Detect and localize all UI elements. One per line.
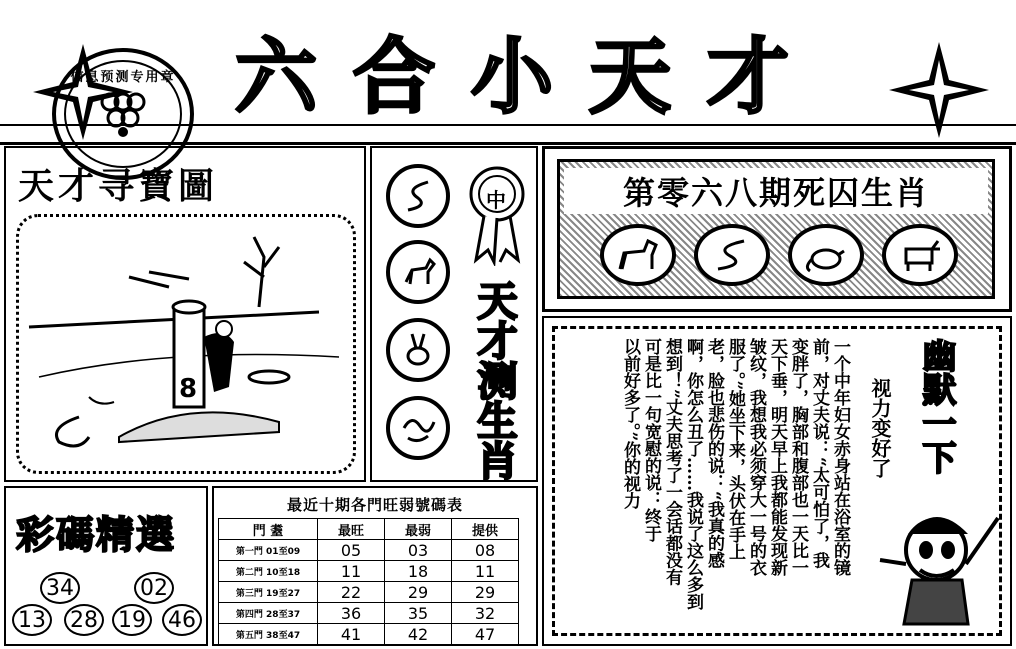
lucky-number: 13 [12,604,52,636]
gate-cell: 第五門 38至47 [219,624,318,645]
lucky-numbers-panel [4,486,208,646]
rabbit-icon [386,318,450,382]
story-line: 服了。”她坐下来，头伏在手上 [725,338,745,561]
snake-icon [386,164,450,228]
lucky-title: 彩碼精選 [16,513,177,557]
horse-icon [386,240,450,304]
give-cell: 11 [452,561,519,582]
min-cell: 03 [385,540,452,561]
give-cell: 32 [452,603,519,624]
story-line: 皱纹，我想我必须穿大一号的衣 [746,338,766,576]
dead-zodiac-inner [557,159,995,299]
story-line: 老，脸也悲伤的说：“我真的感 [704,338,724,569]
lucky-number: 34 [40,572,80,604]
story-line: 变胖了，胸部和腹部也一天比一 [788,338,808,576]
story-line: 天下垂，明天早上我都能发现新 [767,338,787,576]
gate-cell: 第四門 28至37 [219,603,318,624]
table-row [219,540,519,561]
max-cell: 41 [318,624,385,645]
header-bar [0,0,1016,145]
treasure-title: 天才寻寶圖 [18,165,219,207]
story-line: 想到！”丈夫思考了一会话都没有 [662,338,682,586]
max-cell: 36 [318,603,385,624]
table-row [219,561,519,582]
dog-icon [600,224,676,286]
give-cell: 29 [452,582,519,603]
story-line: 以前好多了。”你的视力 [620,338,640,510]
ox-icon [882,224,958,286]
gate-cell: 第二門 10至18 [219,561,318,582]
rat-icon [788,224,864,286]
story-body [610,338,850,638]
treasure-picture-frame [16,214,356,474]
lucky-number: 19 [112,604,152,636]
seal-text: 信息预测专用章 [70,70,176,85]
max-cell: 22 [318,582,385,603]
table-row [219,624,519,645]
lucky-number: 28 [64,604,104,636]
treasure-scene-illustration [19,217,353,471]
story-panel [542,316,1012,646]
min-cell: 42 [385,624,452,645]
lucky-number: 46 [162,604,202,636]
story-line: 可是比一句宽慰的说：终于 [641,338,661,542]
hot-cold-table-panel [212,486,538,646]
give-cell: 08 [452,540,519,561]
seal-emblem-icon [98,88,148,138]
story-title: 视力变好了 [868,378,892,478]
table-header: 最旺 [318,519,385,540]
gate-cell: 第一門 01至09 [219,540,318,561]
lucky-number: 02 [134,572,174,604]
max-cell: 05 [318,540,385,561]
rosette-label: 中 [486,188,506,212]
table-header: 提供 [452,519,519,540]
cartoon-character-illustration [876,504,1000,632]
zodiac-test-title: 天才测生肖 [471,280,517,480]
story-line: 啊，你怎么丑了……我说了这么多到 [683,338,703,610]
table-title: 最近十期各門旺弱號碼表 [286,496,463,514]
hot-cold-table [218,518,519,645]
table-header: 門 耋 [219,519,318,540]
table-row [219,582,519,603]
min-cell: 29 [385,582,452,603]
snake-icon [694,224,770,286]
humor-title: 幽默一下 [916,338,956,474]
min-cell: 18 [385,561,452,582]
dead-zodiac-panel [542,146,1012,312]
dragon-icon [386,396,450,460]
star-compass-icon [884,40,994,140]
table-header: 最弱 [385,519,452,540]
svg-text:8: 8 [179,374,198,404]
table-row [219,603,519,624]
gate-cell: 第三門 19至27 [219,582,318,603]
min-cell: 35 [385,603,452,624]
page-title: 六合小天才 [234,30,825,125]
story-line: 前，对丈夫说：“太可怕了，我 [809,338,829,569]
story-line: 一个中年妇女赤身站在浴室的镜 [830,338,850,576]
give-cell: 47 [452,624,519,645]
dead-zodiac-title: 第零六八期死囚生肖 [564,168,988,214]
max-cell: 11 [318,561,385,582]
table-header-row [219,519,519,540]
zodiac-test-panel [370,146,538,482]
treasure-panel [4,146,366,482]
